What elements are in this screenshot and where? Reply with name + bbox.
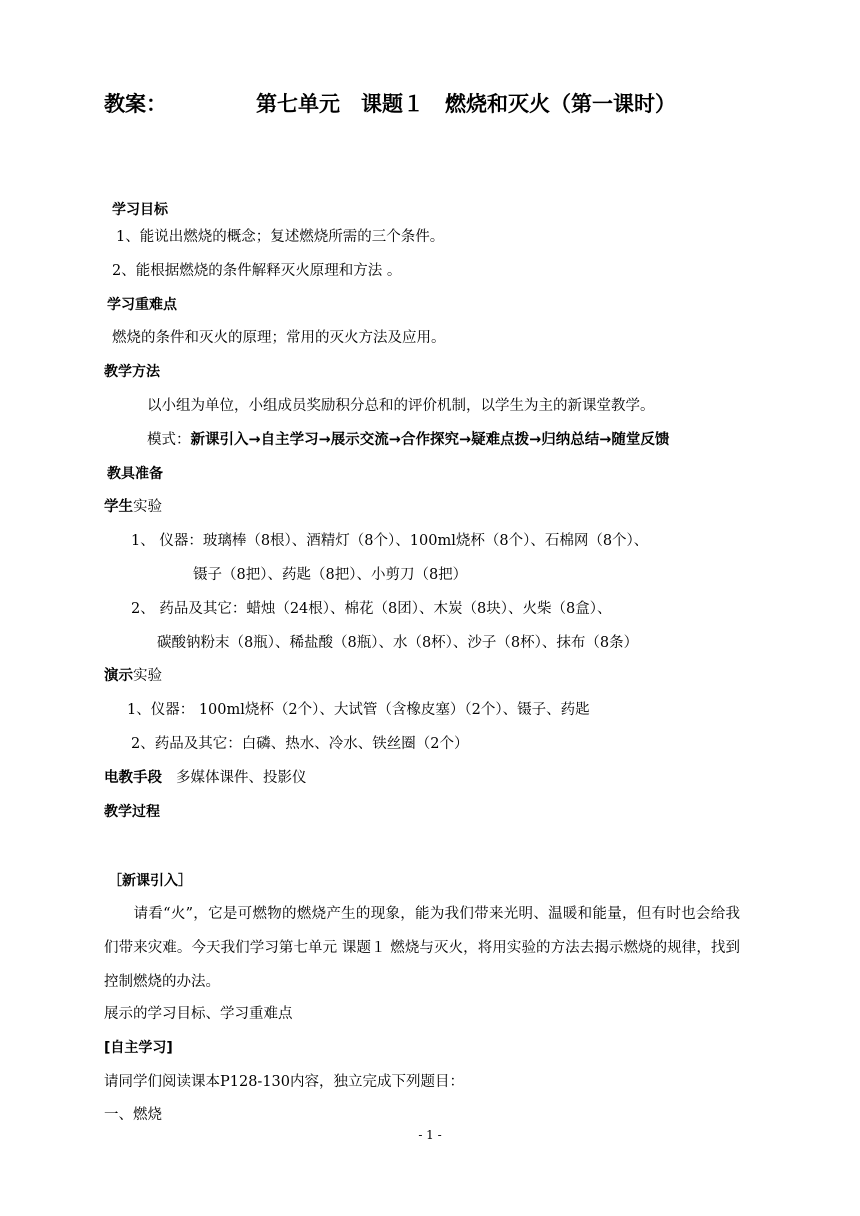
demo-line: 1、仪器： 100ml烧杯（2个）、大试管（含橡皮塞）（2个）、镊子、药匙	[127, 702, 590, 718]
method-mode-flow: 新课引入→自主学习→展示交流→合作探究→疑难点拨→归纳总结→随堂反馈	[190, 432, 670, 448]
demo-heading-rest: 实验	[133, 668, 162, 684]
intro-heading: ［新课引入］	[108, 873, 192, 889]
student-line: 镊子（8把）、药匙（8把）、小剪刀（8把）	[193, 567, 468, 583]
student-experiment-heading	[104, 497, 162, 517]
demo-heading-bold: 演示	[104, 668, 133, 684]
page-number: - 1 -	[418, 1128, 442, 1142]
objective-item: 1、能说出燃烧的概念；复述燃烧所需的三个条件。	[116, 229, 445, 245]
process-heading: 教学过程	[104, 804, 160, 820]
intro-paragraph: 请看“火”，它是可燃物的燃烧产生的现象，能为我们带来光明、温暖和能量，但有时也会给我们带来灾难。今天我们学习第七单元 课题１ 燃烧与灭火，将用实验的方法去揭示燃烧的规律，找到控制燃烧的办法。	[104, 906, 740, 990]
student-heading-bold: 学生	[104, 499, 133, 515]
self-study-heading: [自主学习]	[104, 1040, 173, 1056]
objectives-heading: 学习目标	[112, 202, 168, 218]
method-text: 以小组为单位，小组成员奖励积分总和的评价机制，以学生为主的新课堂教学。	[147, 398, 655, 414]
student-line: 1、 仪器：玻璃棒（8根）、酒精灯（8个）、100ml烧杯（8个）、石棉网（8个）、	[131, 533, 649, 549]
demo-experiment-heading	[104, 666, 162, 686]
section-one-heading: 一、燃烧	[104, 1107, 162, 1123]
objective-item: 2、能根据燃烧的条件解释灭火原理和方法 。	[112, 263, 402, 279]
media-text: 多媒体课件、投影仪	[176, 770, 307, 786]
student-line: 2、 药品及其它：蜡烛（24根）、棉花（8团）、木炭（8块）、火柴（8盒）、	[131, 601, 612, 617]
method-heading: 教学方法	[104, 364, 160, 380]
doc-label: 教案：	[104, 92, 167, 116]
materials-heading: 教具准备	[107, 466, 163, 482]
method-mode-label: 模式：	[147, 432, 191, 448]
self-study-text: 请同学们阅读课本P128-130内容，独立完成下列题目：	[104, 1074, 465, 1090]
key-points-text: 燃烧的条件和灭火的原理；常用的灭火方法及应用。	[112, 330, 446, 346]
media-line	[104, 768, 307, 788]
page-title: 第七单元 课题１ 燃烧和灭火（第一课时）	[256, 92, 676, 116]
key-points-heading: 学习重难点	[107, 297, 177, 313]
method-mode	[147, 430, 669, 450]
media-heading: 电教手段	[104, 770, 162, 786]
student-heading-rest: 实验	[133, 499, 162, 515]
student-line: 碳酸钠粉末（8瓶）、稀盐酸（8瓶）、水（8杯）、沙子（8杯）、抹布（8条）	[157, 635, 639, 651]
demo-line: 2、药品及其它：白磷、热水、冷水、铁丝圈（2个）	[131, 736, 469, 752]
show-text: 展示的学习目标、学习重难点	[104, 1006, 293, 1022]
